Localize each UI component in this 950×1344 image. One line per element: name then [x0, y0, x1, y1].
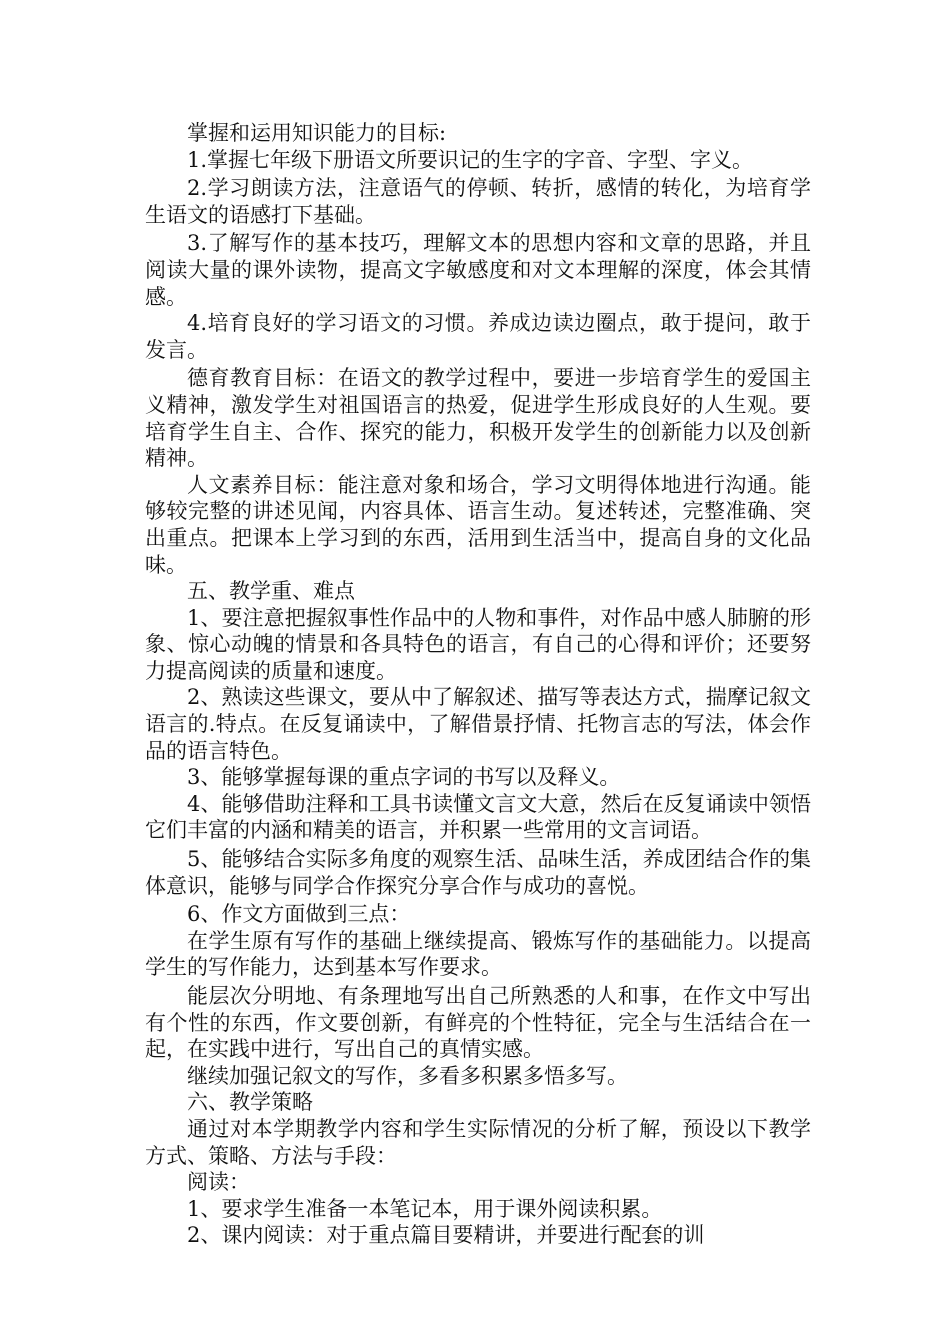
humanities-goal: 人文素养目标：能注意对象和场合，学习文明得体地进行沟通。能够较完整的讲述见闻，内容具体、语言生动。复述转述，完整准确、突出重点。把课本上学习到的东西，活用到生活当中，提高自身的文化品味。 [145, 472, 811, 577]
reading-label: 阅读： [187, 1170, 250, 1195]
reading-item-1: 1、要求学生准备一本笔记本，用于课外阅读积累。 [187, 1196, 663, 1221]
goal-item-1: 1.掌握七年级下册语文所要识记的生字的字音、字型、字义。 [187, 147, 754, 172]
writing-point-3: 继续加强记叙文的写作，多看多积累多悟多写。 [187, 1063, 628, 1088]
writing-point-2: 能层次分明地、有条理地写出自己所熟悉的人和事，在作文中写出有个性的东西，作文要创新，有鲜亮的个性特征，完全与生活结合在一起，在实践中进行，写出自己的真情实感。 [145, 984, 811, 1062]
knowledge-goal-heading: 掌握和运用知识能力的目标: [187, 121, 447, 145]
key-point-2: 2、熟读这些课文，要从中了解叙述、描写等表达方式，揣摩记叙文语言的.特点。在反复诵读中，了解借景抒情、托物言志的写法，体会作品的语言特色。 [145, 685, 811, 763]
key-point-4: 4、能够借助注释和工具书读懂文言文大意，然后在反复诵读中领悟它们丰富的内涵和精美的语言，并积累一些常用的文言词语。 [145, 791, 811, 843]
strategy-intro: 通过对本学期教学内容和学生实际情况的分析了解，预设以下教学方式、策略、方法与手段： [145, 1116, 811, 1168]
section-six-heading: 六、教学策略 [187, 1090, 313, 1115]
key-point-5: 5、能够结合实际多角度的观察生活、品味生活，养成团结合作的集体意识，能够与同学合作探究分享合作与成功的喜悦。 [145, 847, 811, 898]
document-body [145, 120, 811, 1249]
moral-education-goal: 德育教育目标：在语文的教学过程中，要进一步培育学生的爱国主义精神，激发学生对祖国语言的热爱，促进学生形成良好的人生观。要培育学生自主、合作、探究的能力，积极开发学生的创新能力以及创新精神。 [145, 366, 811, 471]
goal-item-4: 4.培育良好的学习语文的习惯。养成边读边圈点，敢于提问，敢于发言。 [145, 311, 811, 362]
reading-item-2: 2、课内阅读：对于重点篇目要精讲，并要进行配套的训 [187, 1223, 705, 1248]
goal-item-3: 3.了解写作的基本技巧，理解文本的思想内容和文章的思路，并且阅读大量的课外读物，提高文字敏感度和对文本理解的深度，体会其情感。 [145, 231, 811, 309]
key-point-1: 1、要注意把握叙事性作品中的人物和事件，对作品中感人肺腑的形象、惊心动魄的情景和各具特色的语言，有自己的心得和评价；还要努力提高阅读的质量和速度。 [145, 605, 811, 683]
key-point-6: 6、作文方面做到三点： [187, 902, 411, 927]
key-point-3: 3、能够掌握每课的重点字词的书写以及释义。 [187, 765, 621, 790]
goal-item-2: 2.学习朗读方法，注意语气的停顿、转折，感情的转化，为培育学生语文的语感打下基础。 [145, 176, 811, 227]
section-five-heading: 五、教学重、难点 [187, 579, 355, 604]
writing-point-1: 在学生原有写作的基础上继续提高、锻炼写作的基础能力。以提高学生的写作能力，达到基本写作要求。 [145, 928, 811, 980]
